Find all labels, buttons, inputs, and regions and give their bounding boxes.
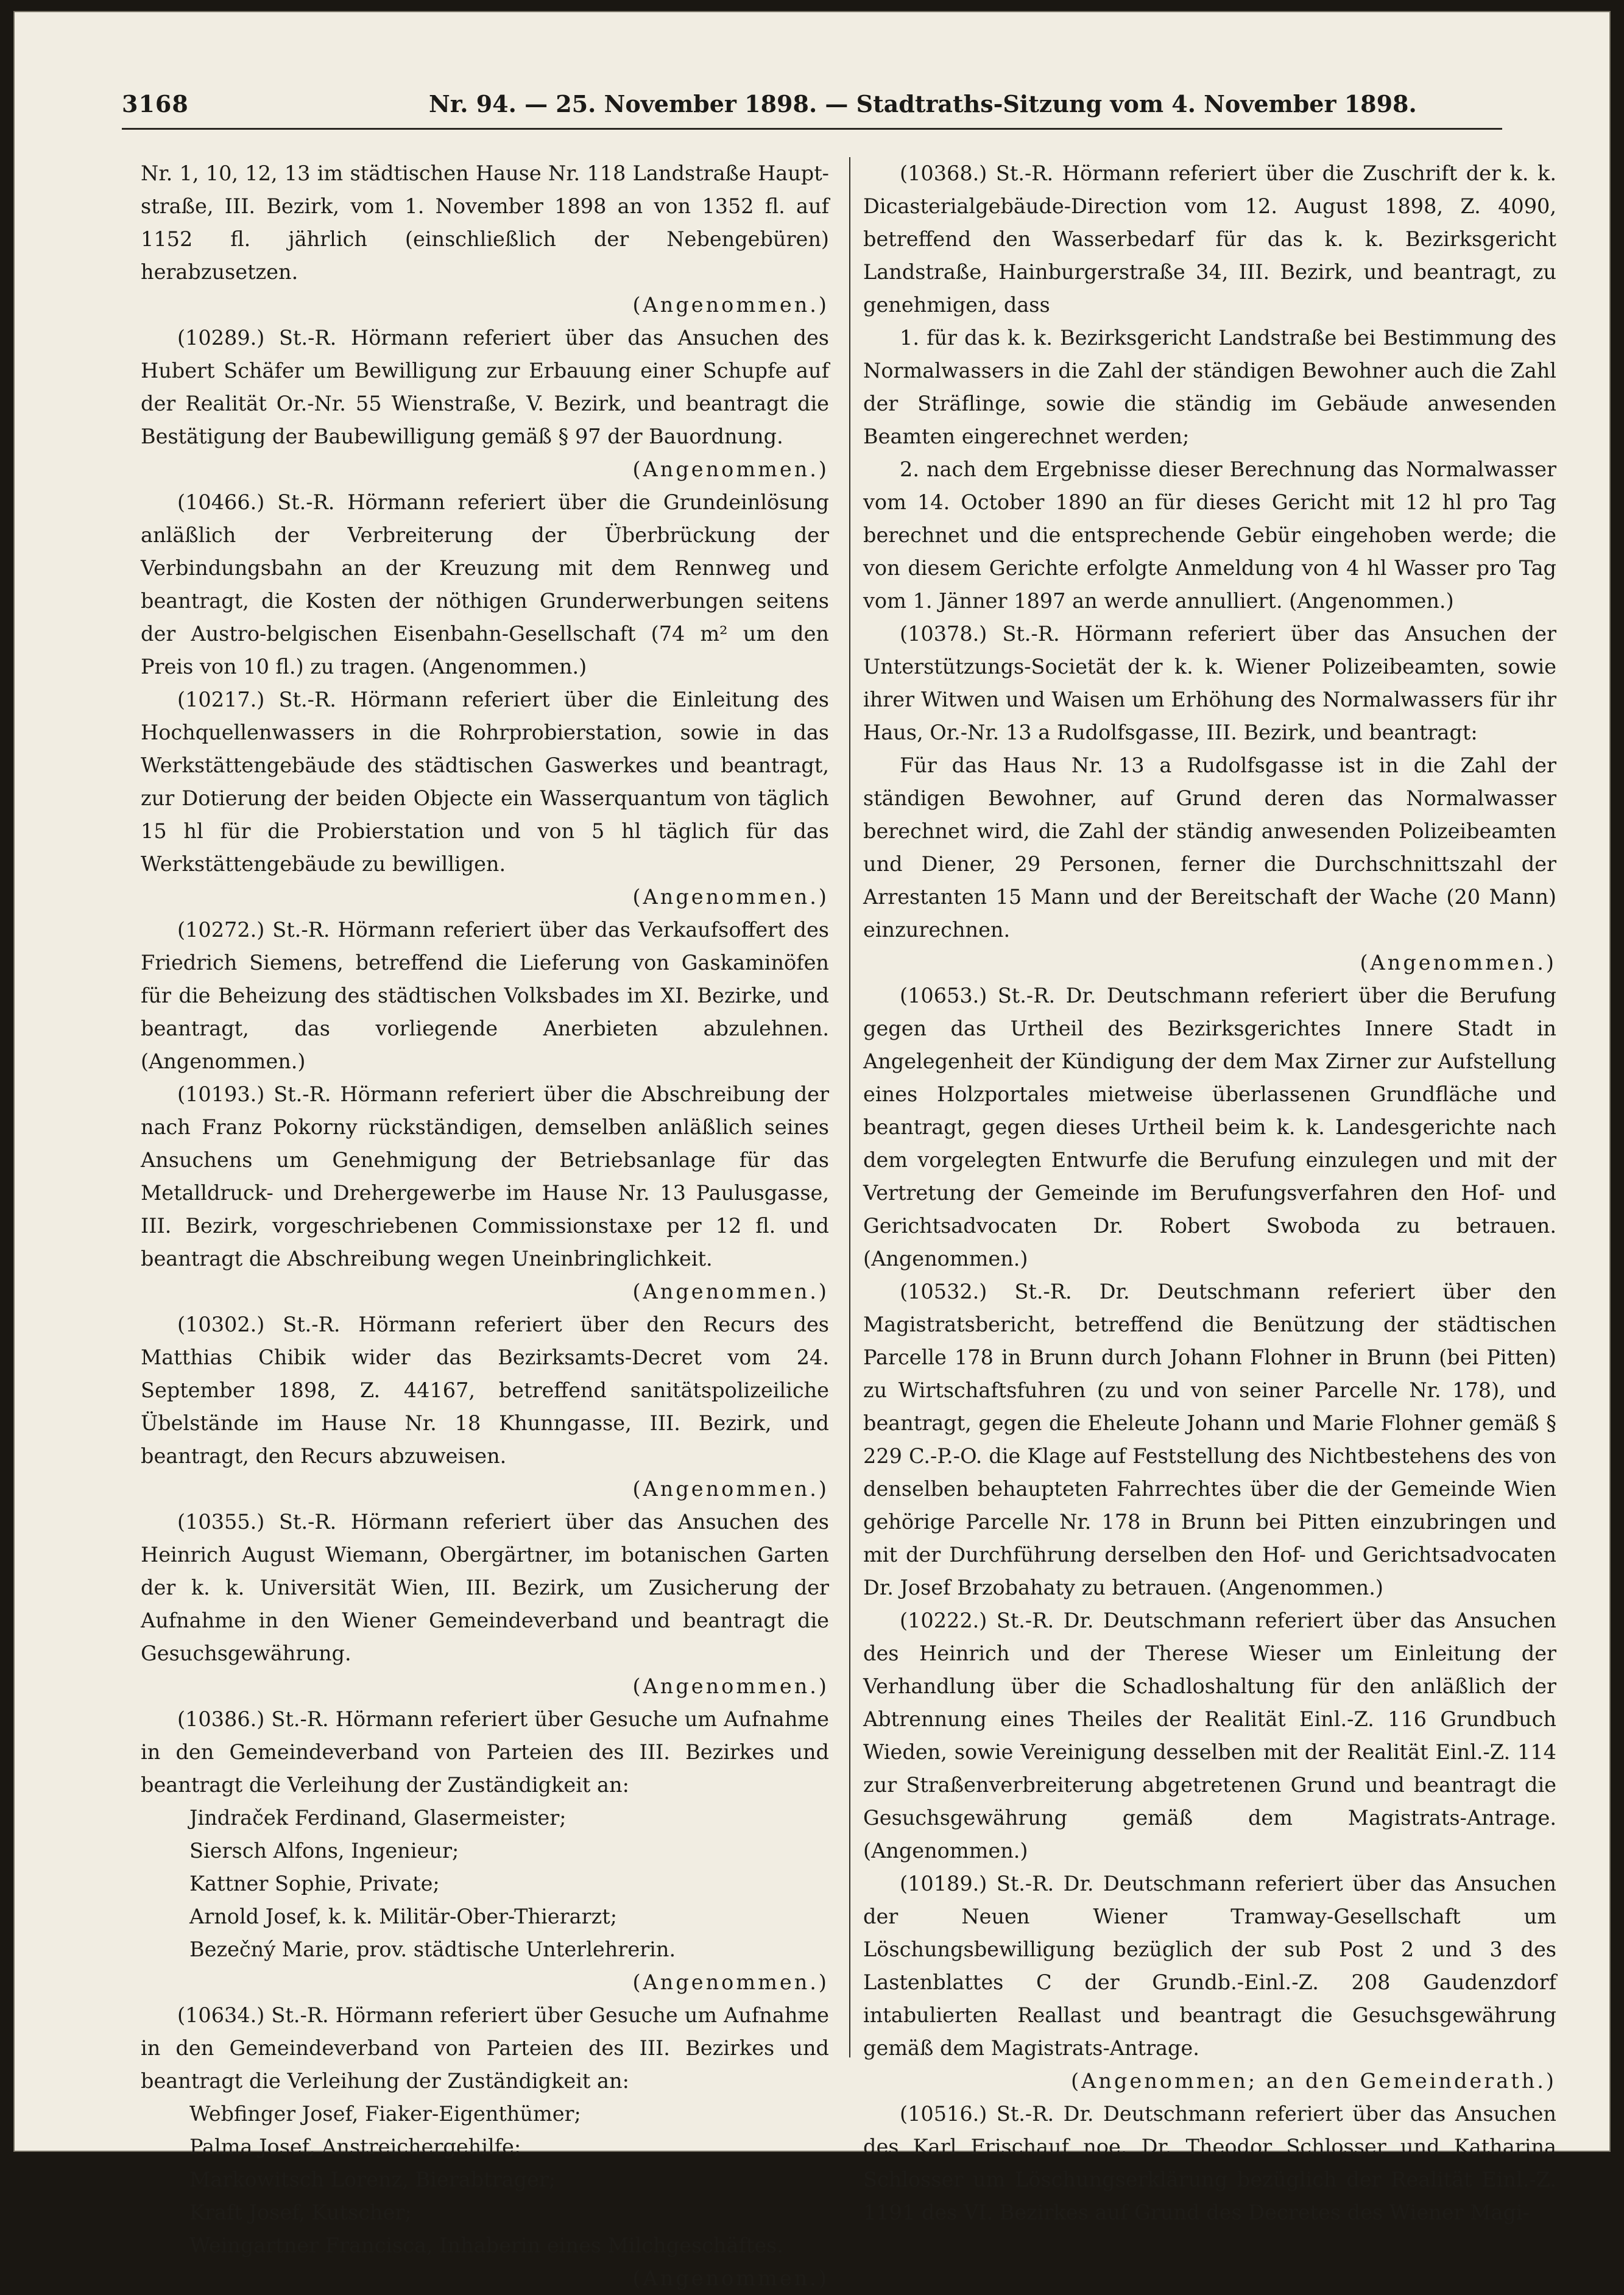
agenda-paragraph: (10355.) St.-R. Hörmann referiert über das Ansuchen des Heinrich August Wiemann, Obergärtner, im botanischen Garten der k. k. Universität Wien, III. Bezirk, um Zusicherung der Aufnahme in den Wiener Gemeindeverband und beantragt die Gesuchsgewährung. (141, 1510, 829, 1665)
left-column (141, 157, 829, 2295)
acceptance-note: (Angenommen.) (632, 1674, 829, 1698)
page-title: Nr. 94. — 25. November 1898. — Stadtraths-Sitzung vom 4. November 1898. (429, 90, 1417, 118)
agenda-paragraph: (10368.) St.-R. Hörmann referiert über die Zuschrift der k. k. Dicasterialgebäude-Direction vom 12. August 1898, Z. 4090, betreffend den Wasserbedarf für das k. k. Bezirksgericht Landstraße, Hainburgerstraße 34, III. Bezirk, und beantragt, zu genehmigen, dass (863, 161, 1556, 317)
agenda-paragraph: (10532.) St.-R. Dr. Deutschmann referiert über den Magistratsbericht, betreffend die Benützung der städtischen Parcelle 178 in Brunn durch Johann Flohner in Brunn (bei Pitten) zu Wirtschaftsfuhren (zu und von seiner Parcelle Nr. 178), und beantragt, gegen die Eheleute Johann und Marie Flohner gemäß § 229 C.-P.-O. die Klage auf Feststellung des Nichtbestehens des von denselben behaupteten Fahrrechtes über die der Gemeinde Wien gehörige Parcelle Nr. 178 in Brunn bei Pitten einzubringen und mit der Durchführung derselben den Hof- und Gerichtsadvocaten Dr. Josef Brzobahaty zu betrauen. (Angenommen.) (863, 1280, 1556, 1599)
acceptance-note: (Angenommen.) (632, 1970, 829, 1994)
list-item: Markowitsch Lorenz, Bierabtrager; (189, 2168, 556, 2191)
list-item: Kraft Josef, Kutscher; (189, 2201, 412, 2224)
agenda-paragraph: (10516.) St.-R. Dr. Deutschmann referiert über das Ansuchen des Karl Frischauf noe. Dr. Theodor Schlosser und Katharina Schlosser um Löschungserklärung bezüglich der Realität Einl.-Z. 1191 des VI. Bezirkes auf Grund des Decretes des Wiener Magi- (863, 2102, 1556, 2224)
acceptance-note: (Angenommen.) (632, 885, 829, 909)
agenda-paragraph: (10634.) St.-R. Hörmann referiert über Gesuche um Aufnahme in den Gemeindeverband von Parteien des III. Bezirkes und beantragt die Verleihung der Zuständigkeit an: (141, 2003, 829, 2093)
agenda-paragraph: (10222.) St.-R. Dr. Deutschmann referiert über das Ansuchen des Heinrich und der Therese Wieser um Einleitung der Verhandlung über die Schadloshaltung für den anläßlich der Abtrennung eines Theiles der Realität Einl.-Z. 116 Grundbuch Wieden, sowie Vereinigung desselben mit der Realität Einl.-Z. 114 zur Straßenverbreiterung abgetretenen Grund und beantragt die Gesuchsgewährung gemäß dem Magistrats-Antrage. (Angenommen.) (863, 1609, 1556, 1863)
acceptance-note: (Angenommen.) (1360, 951, 1556, 975)
agenda-paragraph: (10466.) St.-R. Hörmann referiert über die Grundeinlösung anläßlich der Verbreiterung der Überbrückung der Verbindungsbahn an der Kreuzung mit dem Rennweg und beantragt, die Kosten der nöthigen Grunderwerbungen seitens der Austro-belgischen Eisenbahn-Gesellschaft (74 m² um den Preis von 10 fl.) zu tragen. (Angenommen.) (141, 490, 829, 679)
sub-paragraph: Für das Haus Nr. 13 a Rudolfsgasse ist in die Zahl der ständigen Bewohner, auf Grund deren das Normalwasser berechnet wird, die Zahl der ständig anwesenden Polizeibeamten und Diener, 29 Personen, ferner die Durchschnittszahl der Arrestanten 15 Mann und der Bereitschaft der Wache (20 Mann) einzurechnen. (863, 753, 1556, 942)
agenda-paragraph: (10386.) St.-R. Hörmann referiert über Gesuche um Aufnahme in den Gemeindeverband von Parteien des III. Bezirkes und beantragt die Verleihung der Zuständigkeit an: (141, 1707, 829, 1797)
agenda-paragraph: (10189.) St.-R. Dr. Deutschmann referiert über das Ansuchen der Neuen Wiener Tramway-Gesellschaft um Löschungsbewilligung bezüglich der sub Post 2 und 3 des Lastenblattes C der Grundb.-Einl.-Z. 208 Gaudenzdorf intabulierten Reallast und beantragt die Gesuchsgewährung gemäß dem Magistrats-Antrage. (863, 1872, 1556, 2060)
sub-paragraph: 1. für das k. k. Bezirksgericht Landstraße bei Bestimmung des Normalwassers in die Zahl der ständigen Bewohner auch die Zahl der Sträflinge, sowie die ständig im Gebäude anwesenden Beamten eingerechnet werden; (863, 326, 1556, 448)
sub-paragraph: 2. nach dem Ergebnisse dieser Berechnung das Normalwasser vom 14. October 1890 an für dieses Gericht mit 12 hl pro Tag berechnet und die entsprechende Gebür eingehoben werde; die von diesem Gerichte erfolgte Anmeldung von 4 hl Wasser pro Tag vom 1. Jänner 1897 an werde annulliert. (Angenommen.) (863, 457, 1556, 613)
acceptance-note: (Angenommen.) (632, 1280, 829, 1303)
list-item: Jindraček Ferdinand, Glasermeister; (189, 1806, 567, 1830)
acceptance-note: (Angenommen.) (632, 2266, 829, 2290)
acceptance-note: (Angenommen.) (632, 1477, 829, 1501)
acceptance-note: (Angenommen; an den Gemeinderath.) (1071, 2069, 1556, 2093)
list-item: Weingartner Francisca, Inhaberin eines Milchgeschäftes. (189, 2233, 784, 2257)
page-number: 3168 (122, 90, 189, 118)
page-header (15, 78, 1612, 127)
list-item: Webfinger Josef, Fiaker-Eigenthümer; (189, 2102, 581, 2126)
right-column (863, 157, 1556, 2229)
agenda-paragraph: (10653.) St.-R. Dr. Deutschmann referiert über die Berufung gegen das Urtheil des Bezirksgerichtes Innere Stadt in Angelegenheit der Kündigung der dem Max Zirner zur Aufstellung eines Holzportales mietweise überlassenen Grundfläche und beantragt, gegen dieses Urtheil beim k. k. Landesgerichte nach dem vorgelegten Entwurfe die Berufung einzulegen und mit der Vertretung der Gemeinde im Berufungsverfahren den Hof- und Gerichtsadvocaten Dr. Robert Swoboda zu betrauen. (Angenommen.) (863, 984, 1556, 1271)
agenda-paragraph: (10217.) St.-R. Hörmann referiert über die Einleitung des Hochquellenwassers in die Rohrprobierstation, sowie in das Werkstättengebäude des städtischen Gaswerkes und beantragt, zur Dotierung der beiden Objecte ein Wasserquantum von täglich 15 hl für die Probierstation und von 5 hl täglich für das Werkstättengebäude zu bewilligen. (141, 688, 829, 876)
agenda-paragraph: (10272.) St.-R. Hörmann referiert über das Verkaufsoffert des Friedrich Siemens, betreffend die Lieferung von Gaskaminöfen für die Beheizung des städtischen Volksbades im XI. Bezirke, und beantragt, das vorliegende Anerbieten abzulehnen. (Angenommen.) (141, 918, 829, 1073)
newspaper-page (13, 11, 1611, 2290)
list-item: Siersch Alfons, Ingenieur; (189, 1839, 459, 1863)
acceptance-note: (Angenommen.) (632, 457, 829, 481)
header-rule (122, 128, 1502, 130)
agenda-paragraph: (10289.) St.-R. Hörmann referiert über das Ansuchen des Hubert Schäfer um Bewilligung zur Erbauung einer Schupfe auf der Realität Or.-Nr. 55 Wienstraße, V. Bezirk, und beantragt die Bestätigung der Baubewilligung gemäß § 97 der Bauordnung. (141, 326, 829, 448)
agenda-paragraph: (10378.) St.-R. Hörmann referiert über das Ansuchen der Unterstützungs-Societät der k. k. Wiener Polizeibeamten, sowie ihrer Witwen und Waisen um Erhöhung des Normalwassers für ihr Haus, Or.-Nr. 13 a Rudolfsgasse, III. Bezirk, und beantragt: (863, 622, 1556, 744)
paragraph-continuation: Nr. 1, 10, 12, 13 im städtischen Hause Nr. 118 Landstraße Haupt-straße, III. Bezirk, vom 1. November 1898 an von 1352 fl. auf 1152 fl. jährlich (einschließlich der Nebengebüren) herabzusetzen. (141, 161, 829, 284)
acceptance-note: (Angenommen.) (632, 293, 829, 317)
column-divider (849, 157, 850, 2057)
list-item: Kattner Sophie, Private; (189, 1872, 440, 1895)
list-item: Arnold Josef, k. k. Militär-Ober-Thierarzt; (189, 1905, 618, 1928)
list-item: Palma Josef, Anstreichergehilfe; (189, 2135, 521, 2159)
agenda-paragraph: (10302.) St.-R. Hörmann referiert über den Recurs des Matthias Chibik wider das Bezirksamts-Decret vom 24. September 1898, Z. 44167, betreffend sanitätspolizeiliche Übelstände im Hause Nr. 18 Khunngasse, III. Bezirk, und beantragt, den Recurs abzuweisen. (141, 1313, 829, 1468)
list-item: Bezečný Marie, prov. städtische Unterlehrerin. (189, 1937, 676, 1961)
agenda-paragraph: (10193.) St.-R. Hörmann referiert über die Abschreibung der nach Franz Pokorny rückständigen, demselben anläßlich seines Ansuchens um Genehmigung der Betriebsanlage für das Metalldruck- und Drehergewerbe im Hause Nr. 13 Paulusgasse, III. Bezirk, vorgeschriebenen Commissionstaxe per 12 fl. und beantragt die Abschreibung wegen Uneinbringlichkeit. (141, 1082, 829, 1271)
